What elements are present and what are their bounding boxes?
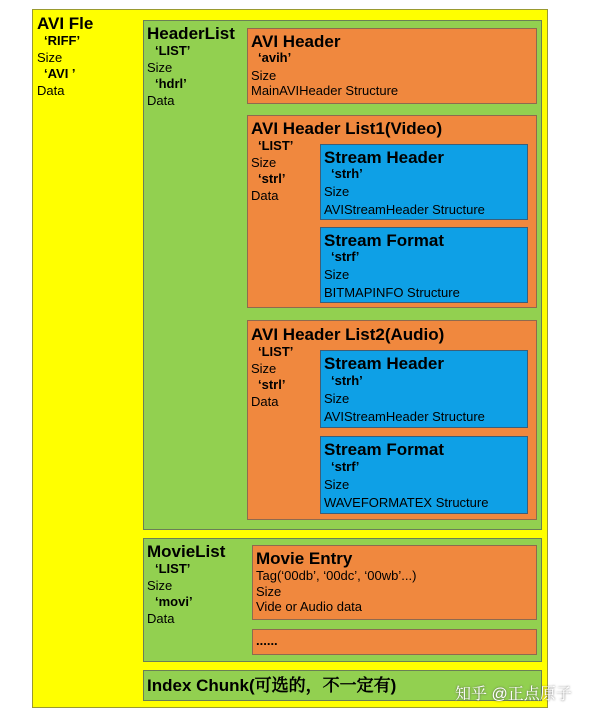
list2-stream-header-tag: ‘strh’ xyxy=(331,373,363,388)
avi-header-struct: MainAVIHeader Structure xyxy=(251,83,399,98)
movie-entry-tag-line: Tag(‘00db’, ‘00dc’, ‘00wb’...) xyxy=(256,568,417,583)
avi-header-title: AVI Header xyxy=(251,32,341,51)
list1-size: Size xyxy=(251,155,277,170)
list2-stream-format-struct: WAVEFORMATEX Structure xyxy=(324,495,489,510)
header-list-tag: ‘LIST’ xyxy=(155,43,191,58)
list1-stream-header-size: Size xyxy=(324,184,350,199)
list1-stream-header-tag: ‘strh’ xyxy=(331,166,363,181)
list2-type: ‘strl’ xyxy=(258,377,286,392)
movie-list-title: MovieList xyxy=(147,542,226,561)
header-list-title: HeaderList xyxy=(147,24,235,43)
list1-type: ‘strl’ xyxy=(258,171,286,186)
watermark-text: 知乎 @正点原子 xyxy=(455,686,572,703)
avi-header-tag: ‘avih’ xyxy=(258,50,292,65)
header-list-data: Data xyxy=(147,93,175,108)
list2-stream-header-title: Stream Header xyxy=(324,354,445,373)
list1-stream-format-title: Stream Format xyxy=(324,231,444,250)
list1-stream-format-tag: ‘strf’ xyxy=(331,249,360,264)
list2-data: Data xyxy=(251,394,279,409)
movie-entry-size: Size xyxy=(256,584,282,599)
list2-title: AVI Header List2(Audio) xyxy=(251,325,445,344)
movie-entry-data: Vide or Audio data xyxy=(256,599,363,614)
ellipsis-text: ...... xyxy=(256,633,278,648)
list2-stream-format-title: Stream Format xyxy=(324,440,444,459)
ellipsis-box xyxy=(252,629,537,655)
list1-data: Data xyxy=(251,188,279,203)
movie-list-type: ‘movi’ xyxy=(155,594,193,609)
avi-file-title: AVI Fle xyxy=(37,14,94,33)
avi-file-data: Data xyxy=(37,83,65,98)
list1-stream-header-struct: AVIStreamHeader Structure xyxy=(324,202,485,217)
list1-tag: ‘LIST’ xyxy=(258,138,294,153)
list1-stream-format-size: Size xyxy=(324,267,350,282)
movie-entry-title: Movie Entry xyxy=(256,549,353,568)
list2-tag: ‘LIST’ xyxy=(258,344,294,359)
movie-list-tag: ‘LIST’ xyxy=(155,561,191,576)
list2-size: Size xyxy=(251,361,277,376)
list1-stream-format-struct: BITMAPINFO Structure xyxy=(324,285,460,300)
header-list-size: Size xyxy=(147,60,173,75)
list2-stream-format-tag: ‘strf’ xyxy=(331,459,360,474)
list1-title: AVI Header List1(Video) xyxy=(251,119,443,138)
avi-file-size: Size xyxy=(37,50,63,65)
header-list-type: ‘hdrl’ xyxy=(155,76,187,91)
movie-list-size: Size xyxy=(147,578,173,593)
list2-stream-header-struct: AVIStreamHeader Structure xyxy=(324,409,485,424)
avi-header-size: Size xyxy=(251,68,277,83)
index-chunk-title: Index Chunk(可选的，不一定有) xyxy=(147,676,397,695)
movie-list-data: Data xyxy=(147,611,175,626)
list2-stream-format-size: Size xyxy=(324,477,350,492)
avi-file-type: ‘AVI ’ xyxy=(44,66,76,81)
list2-stream-header-size: Size xyxy=(324,391,350,406)
list1-stream-header-title: Stream Header xyxy=(324,148,445,167)
avi-file-tag: ‘RIFF’ xyxy=(44,33,81,48)
